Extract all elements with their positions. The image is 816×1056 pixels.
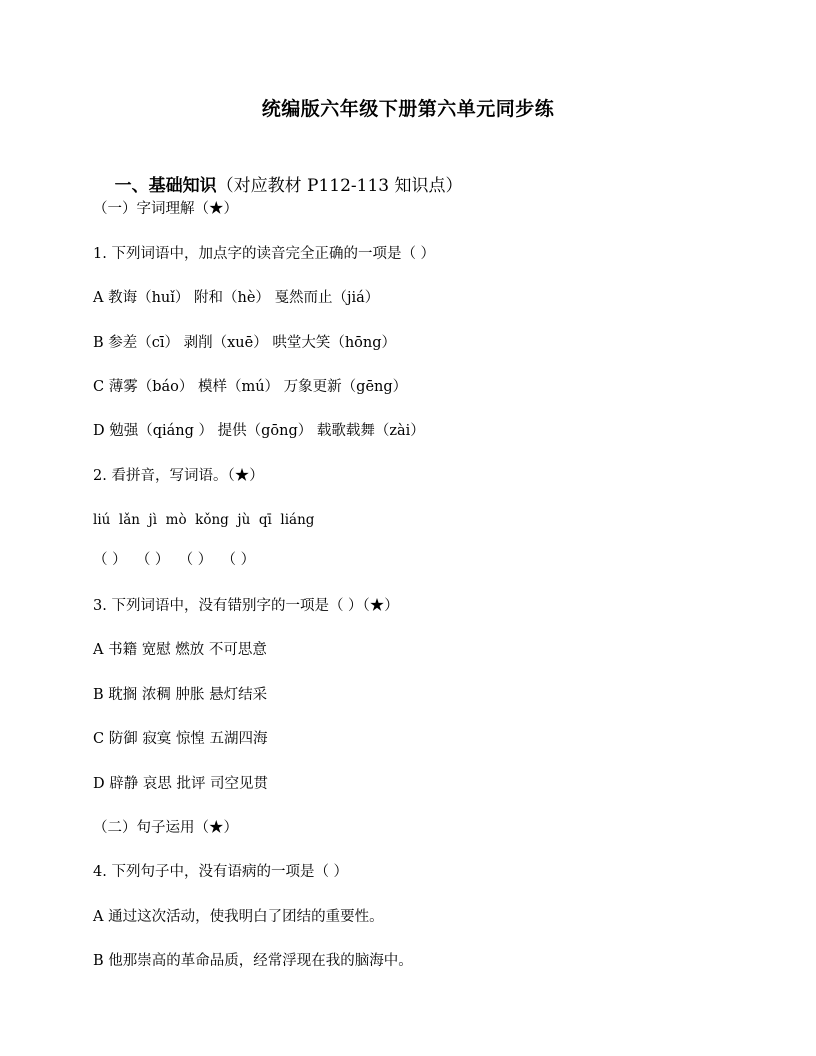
- answer-blanks: （ ） （ ） （ ） （ ）: [93, 552, 256, 568]
- section-heading-label: 一、基础知识: [114, 176, 217, 196]
- answer-option: A 通过这次活动，使我明白了团结的重要性。: [93, 909, 384, 925]
- subsection-heading: （一）字词理解（★）: [93, 201, 238, 217]
- pinyin-line: liú lǎn jì mò kǒng jù qī liáng: [93, 512, 315, 528]
- page-title: 统编版六年级下册第六单元同步练: [261, 98, 555, 120]
- answer-option: D 勉强（qiáng ） 提供（gōng） 载歌载舞（zài）: [93, 423, 425, 439]
- answer-option: B 参差（cī） 剥削（xuē） 哄堂大笑（hōng）: [93, 335, 397, 351]
- answer-option: D 辟静 哀思 批评 司空见贯: [93, 776, 269, 792]
- answer-option: C 防御 寂寞 惊惶 五湖四海: [93, 731, 268, 747]
- question-text: 2. 看拼音，写词语。（★）: [93, 468, 264, 484]
- answer-option: B 他那崇高的革命品质，经常浮现在我的脑海中。: [93, 953, 413, 969]
- section-heading-note: （对应教材 P112-113 知识点）: [216, 176, 463, 196]
- question-text: 1. 下列词语中，加点字的读音完全正确的一项是（ ）: [93, 246, 436, 262]
- answer-option: C 薄雾（báo） 模样（mú） 万象更新（gēng）: [93, 379, 408, 395]
- question-text: 4. 下列句子中，没有语病的一项是（ ）: [93, 864, 349, 880]
- answer-option: B 耽搁 浓稠 肿胀 悬灯结采: [93, 687, 268, 703]
- subsection-heading: （二）句子运用（★）: [93, 820, 238, 836]
- answer-option: A 教诲（huǐ） 附和（hè） 戛然而止（jiá）: [93, 290, 380, 306]
- question-text: 3. 下列词语中，没有错别字的一项是（ ）（★）: [93, 598, 399, 614]
- answer-option: A 书籍 宽慰 燃放 不可思意: [93, 642, 267, 658]
